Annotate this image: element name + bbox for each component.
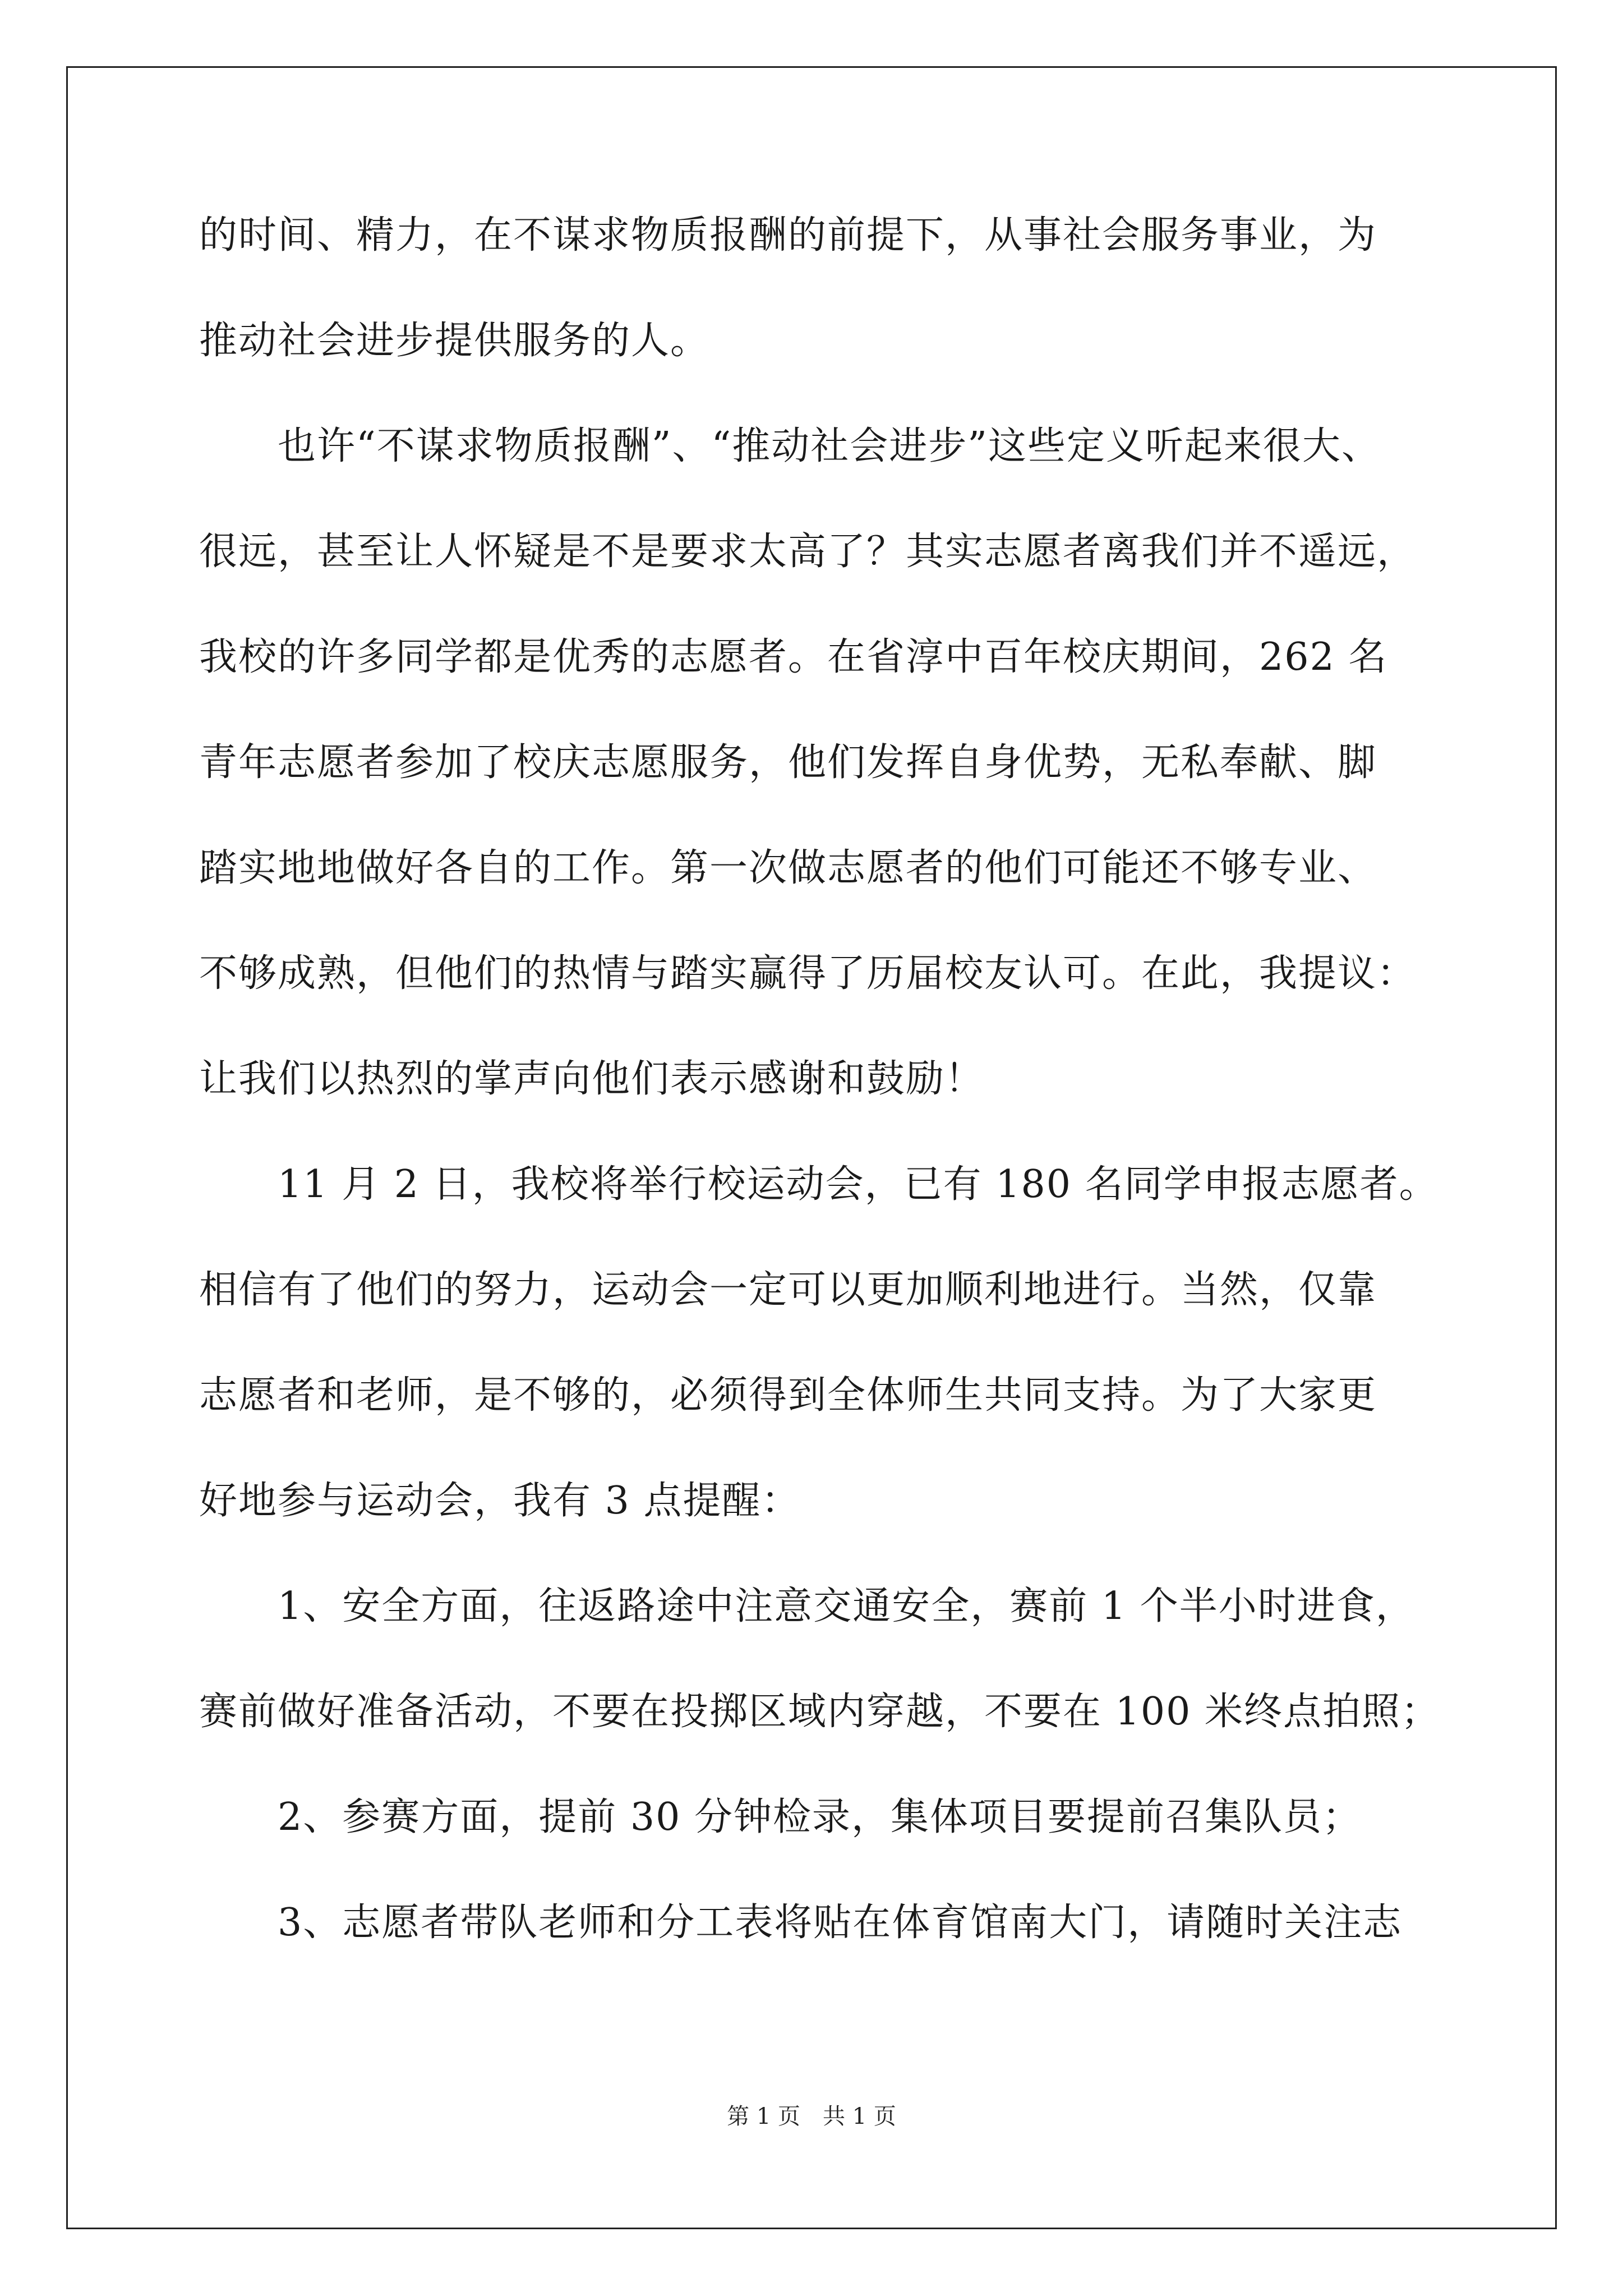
text-line: 踏实地地做好各自的工作。第一次做志愿者的他们可能还不够专业、: [199, 846, 1377, 890]
text-line: 1、安全方面，往返路途中注意交通安全，赛前 1 个半小时进食，: [278, 1584, 1415, 1628]
document-body: [199, 208, 1441, 2000]
text-line: 让我们以热烈的掌声向他们表示感谢和鼓励！: [199, 1057, 985, 1101]
text-line: 赛前做好准备活动，不要在投掷区域内穿越，不要在 100 米终点拍照；: [199, 1690, 1441, 1734]
text-line: 我校的许多同学都是优秀的志愿者。在省淳中百年校庆期间，262 名: [199, 635, 1388, 679]
text-line: 3、志愿者带队老师和分工表将贴在体育馆南大门，请随时关注志: [278, 1901, 1403, 1945]
text-line: 也许“不谋求物质报酬”、“推动社会进步”这些定义听起来很大、: [278, 424, 1381, 468]
text-line: 2、参赛方面，提前 30 分钟检录，集体项目要提前召集队员；: [278, 1795, 1362, 1839]
text-line: 的时间、精力，在不谋求物质报酬的前提下，从事社会服务事业，为: [199, 213, 1377, 257]
text-line: 不够成熟，但他们的热情与踏实赢得了历届校友认可。在此，我提议：: [199, 951, 1417, 996]
text-line: 青年志愿者参加了校庆志愿服务，他们发挥自身优势，无私奉献、脚: [199, 740, 1377, 785]
text-line: 志愿者和老师，是不够的，必须得到全体师生共同支持。为了大家更: [199, 1373, 1377, 1418]
text-line: 相信有了他们的努力，运动会一定可以更加顺利地进行。当然，仅靠: [199, 1268, 1377, 1312]
text-line: 很远，甚至让人怀疑是不是要求太高了？其实志愿者离我们并不遥远，: [199, 530, 1417, 574]
text-line: 11 月 2 日，我校将举行校运动会，已有 180 名同学申报志愿者。: [278, 1162, 1438, 1207]
text-line: 推动社会进步提供服务的人。: [199, 319, 710, 363]
text-line: 好地参与运动会，我有 3 点提醒：: [199, 1479, 801, 1523]
page-number-footer: 第 1 页 共 1 页: [727, 2104, 896, 2129]
